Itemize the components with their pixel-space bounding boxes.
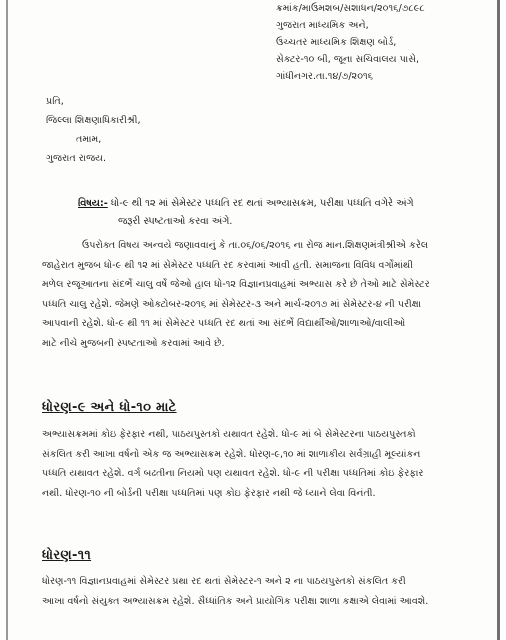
para2-line: સંકલિત કરી આખા વર્ષનો એક જ અભ્યાસક્રમ રહેશે. ધોરણ-૯,૧૦ માં શાળાકીય સર્વગ્રાહી મૂલ્યાંકન xyxy=(42,448,421,460)
intro-paragraph xyxy=(42,236,497,353)
org-address: સેક્ટર-૧૦ બી, જૂના સચિવાલય પાસે, xyxy=(276,54,420,65)
recipient-block xyxy=(46,92,141,168)
subject-block xyxy=(78,195,498,231)
subject-label: વિષય:- xyxy=(78,198,108,209)
recipient-line-2: જિલ્લા શિક્ષણાધિકારીશ્રી, xyxy=(46,115,141,126)
section-heading-std-11: ધોરણ-૧૧ xyxy=(42,548,92,563)
recipient-line-3: તમામ, xyxy=(76,134,102,145)
para1-line: જાહેરાત મુજબ ધો-૯ થી ૧૨ માં સેમેસ્ટર પધ્ધતિ રદ કરવામાં આવી હતી. સમાજના વિવિધ વર્ગોમાંથી xyxy=(42,259,414,271)
reference-number: ક્રમાંક/માઉમશબ/સશાધન/૨૦૧૬/૭૮૯૮ xyxy=(276,3,425,14)
std-11-paragraph xyxy=(42,572,497,611)
para3-line: ધોરણ-૧૧ વિજ્ઞાનપ્રવાહમાં સેમેસ્ટર પ્રથા રદ થતાં સેમેસ્ટર-૧ અને ૨ ના પાઠયપુસ્તકો સંકલિત કરી xyxy=(42,576,406,587)
org-line-2: ઉચ્ચતર માધ્યમિક શિક્ષણ બોર્ડ, xyxy=(276,37,397,48)
std-9-10-paragraph xyxy=(42,425,497,503)
section-heading-std-9-10: ધોરણ-૯ અને ધો-૧૦ માટે xyxy=(42,400,177,415)
para1-line: માટે નીચે મુજબની સ્પષ્ટતાઓ કરવામાં આવે છે. xyxy=(42,337,225,349)
para2-line: પધ્ધતિ યથાવત રહેશે. વર્ગ બઢતીના નિયમો પણ યથાવત રહેશે. ધો-૯ ની પરીક્ષા પધ્ધતિમાં કોઇ ફેરફાર xyxy=(42,468,424,479)
org-line-1: ગુજરાત માધ્યમિક અને, xyxy=(276,20,369,31)
para1-line: મળેલ રજૂઆતના સંદર્ભે ચાલુ વર્ષે જેઓ હાલ ધો-૧૨ વિજ્ઞાનપ્રવાહમાં અભ્યાસ કરે છે તેઓ માટે સેમેસ્ટર xyxy=(42,279,430,290)
para1-line: ઉપરોક્ત વિષય અન્વયે જણાવવાનું કે તા.૦૬/૦૬/૨૦૧૬ ના રોજ માન.શિક્ષણમંત્રીશ્રીએ કરેલ xyxy=(82,240,429,251)
document-page xyxy=(6,0,500,640)
recipient-line-4: ગુજરાત રાજય. xyxy=(46,153,107,164)
letterhead xyxy=(276,0,506,85)
para2-line: અભ્યાસક્રમમાં કોઇ ફેરફાર નથી, પાઠયપુસ્તકો યથાવત રહેશે. ધો-૯ માં બે સેમેસ્ટરના પાઠયપુસ્તકો xyxy=(42,429,416,440)
subject-line-1: ધો-૯ થી ૧૨ માં સેમેસ્ટર પધ્ધતિ રદ થતાં અભ્યાસક્રમ, પરીક્ષા પધ્ધતિ વગેરે અંગે xyxy=(107,198,414,209)
para3-line: આખા વર્ષનો સંયુક્ત અભ્યાસક્રમ રહેશે. સૈધ્ધાંતિક અને પ્રાયોગિક પરીક્ષા શાળા કક્ષાએ લેવામાં આવશે. xyxy=(42,595,429,607)
para1-line: પધ્ધતિ ચાલુ રહેશે. જેમણે ઓક્ટોબર-૨૦૧૬ માં સેમેસ્ટર-૩ અને માર્ચ-૨૦૧૭ માં સેમેસ્ટર-૪ ની પરીક્ષા xyxy=(42,298,422,310)
letter-date: ગાંધીનગર.તા.૧૪/૭/૨૦૧૬ xyxy=(276,71,374,82)
para2-line: નથી. ધોરણ-૧૦ ની બોર્ડની પરીક્ષા પધ્ધતિમાં પણ કોઇ ફેરફાર નથી જે ધ્યાને લેવા વિનંતી. xyxy=(42,487,376,499)
recipient-line-1: પ્રતિ, xyxy=(46,96,64,107)
subject-line-2: જરૂરી સ્પષ્ટતાઓ કરવા અંગે. xyxy=(118,216,233,227)
para1-line: આપવાની રહેશે. ધો-૯ થી ૧૧ માં સેમેસ્ટર પધ્ધતિ રદ થતાં આ સંદર્ભે વિદ્યાર્થીઓ/શાળાઓ/વાલીઓ xyxy=(42,318,406,329)
